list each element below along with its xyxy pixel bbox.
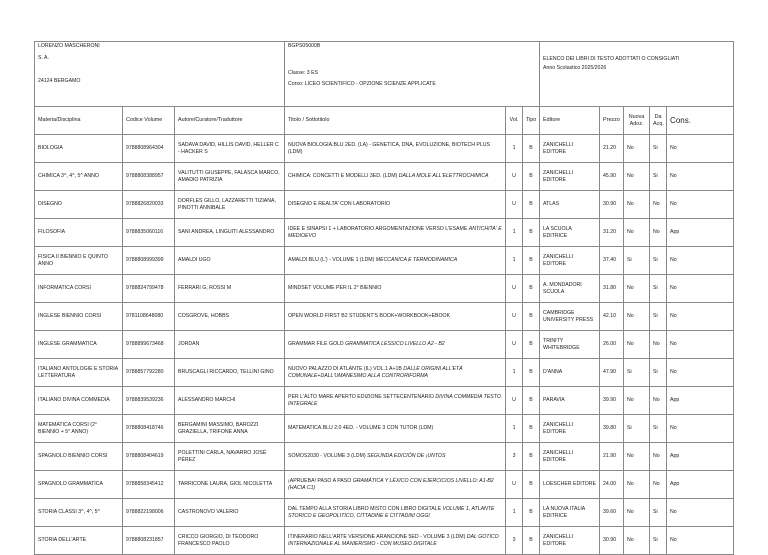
- list-info: [540, 42, 734, 107]
- class-label: Classe: 3 ES: [288, 70, 319, 76]
- vol-cell: U: [506, 163, 523, 191]
- vol-cell: 1: [506, 359, 523, 387]
- cons-cell: No: [667, 527, 734, 555]
- school-code: BGPS05000B: [285, 42, 540, 55]
- col-type: Tipo: [523, 107, 540, 135]
- vol-cell: 3: [506, 527, 523, 555]
- publisher-cell: LOESCHER EDITORE: [540, 471, 600, 499]
- title-cell: [285, 443, 506, 471]
- vol-cell: U: [506, 191, 523, 219]
- author-cell: TARRICONE LAURA, GIOL NICOLETTA: [175, 471, 285, 499]
- new-adoption-cell: No: [624, 191, 650, 219]
- type-cell: B: [523, 499, 540, 527]
- col-publisher: Editore: [540, 107, 600, 135]
- type-cell: B: [523, 219, 540, 247]
- price-cell: 39.90: [600, 387, 624, 415]
- col-new: Nuova Adoz.: [624, 107, 650, 135]
- col-code: Codice Volume: [123, 107, 175, 135]
- title-text: ¡APRUEBA! PASO A PASO: [288, 478, 352, 484]
- new-adoption-cell: No: [624, 331, 650, 359]
- subtitle-text: ANTICHITA' E MEDIOEVO: [288, 226, 502, 239]
- author-cell: CASTRONOVO VALERIO: [175, 499, 285, 527]
- author-cell: SADAVA DAVID, HILLIS DAVID, HELLER C - HACKER S: [175, 135, 285, 163]
- subtitle-text: DALLE ORIGINI ALL'ETÀ COMUNALE+DALL'UMANESIMO ALLA CONTRORIFORMA: [288, 366, 463, 379]
- author-cell: COSGROVE, HOBBS: [175, 303, 285, 331]
- cons-cell: App: [667, 219, 734, 247]
- price-cell: 21.20: [600, 135, 624, 163]
- publisher-cell: ZANICHELLI EDITORE: [540, 247, 600, 275]
- table-row: [35, 443, 734, 471]
- to-buy-cell: No: [650, 331, 667, 359]
- author-cell: CRICCO GIORGIO, DI TEODORO FRANCESCO PAOLO: [175, 527, 285, 555]
- code-cell: 9788835060116: [123, 219, 175, 247]
- price-cell: 42.10: [600, 303, 624, 331]
- table-row: [35, 359, 734, 387]
- author-cell: DORFLES GILLO, LAZZARETTI TIZIANA, PINOTTI ANNIBALE: [175, 191, 285, 219]
- to-buy-cell: Si: [650, 527, 667, 555]
- code-cell: 9788826820033: [123, 191, 175, 219]
- cons-cell: App: [667, 471, 734, 499]
- title-text: ITINERARIO NELL'ARTE VERSIONE ARANCIONE 5ED - VOLUME 3 (LDM): [288, 534, 466, 540]
- new-adoption-cell: No: [624, 527, 650, 555]
- price-cell: 31.20: [600, 219, 624, 247]
- code-cell: 9788808231857: [123, 527, 175, 555]
- title-cell: [285, 303, 506, 331]
- subtitle-text: DALLA MOLE ALL'ELETTROCHIMICA: [398, 173, 489, 180]
- publisher-cell: ZANICHELLI EDITORE: [540, 415, 600, 443]
- subtitle-text: GRAMMATICA LESSICO LIVELLO A2 - B2: [345, 341, 445, 348]
- title-text: DISEGNO E REALTA' CON LABORATORIO: [288, 201, 391, 208]
- to-buy-cell: Si: [650, 247, 667, 275]
- vol-cell: U: [506, 331, 523, 359]
- title-text: NUOVO PALAZZO DI ATLANTE (IL) VOL.1 A+1B: [288, 366, 402, 372]
- type-cell: B: [523, 471, 540, 499]
- title-text: SOMOS2030 - VOLUME 3 (LDM): [288, 453, 366, 460]
- subtitle-text: MECCANICA E TERMODINAMICA: [375, 257, 458, 264]
- code-cell: 9788824799478: [123, 275, 175, 303]
- subject-cell: DISEGNO: [35, 191, 123, 219]
- to-buy-cell: Si: [650, 163, 667, 191]
- col-author: Autore/Curatore/Traduttore: [175, 107, 285, 135]
- code-cell: 9788808404619: [123, 443, 175, 471]
- col-price: Prezzo: [600, 107, 624, 135]
- to-buy-cell: Si: [650, 303, 667, 331]
- author-cell: FERRARI G, ROSSI M: [175, 275, 285, 303]
- new-adoption-cell: No: [624, 219, 650, 247]
- type-cell: B: [523, 415, 540, 443]
- school-year: Anno Scolastico 2025/2026: [543, 64, 607, 71]
- title-cell: [285, 499, 506, 527]
- table-row: [35, 219, 734, 247]
- publisher-cell: CAMBRIDGE UNIVERSITY PRESS: [540, 303, 600, 331]
- title-text: DAL TEMPO ALLA STORIA LIBRO MISTO CON LIBRO DIGITALE: [288, 506, 442, 512]
- new-adoption-cell: Si: [624, 247, 650, 275]
- vol-cell: U: [506, 275, 523, 303]
- subject-cell: STORIA CLASSI 3^, 4^, 5^: [35, 499, 123, 527]
- publisher-cell: LA SCUOLA EDITRICE: [540, 219, 600, 247]
- cons-cell: No: [667, 359, 734, 387]
- title-cell: [285, 275, 506, 303]
- col-buy: Da Acq.: [650, 107, 667, 135]
- price-cell: 39.80: [600, 415, 624, 443]
- title-text: MATEMATICA.BLU 2.0 4ED. - VOLUME 3 CON TUTOR (LDM): [288, 425, 434, 432]
- class-course-cell: [285, 54, 540, 107]
- title-text: NUOVA BIOLOGIA.BLU 2ED. (LA) - GENETICA, DNA, EVOLUZIONE, BIOTECH PLUS (LDM): [288, 142, 490, 155]
- new-adoption-cell: No: [624, 275, 650, 303]
- title-text: PER L'ALTO MARE APERTO EDIZIONE SETTECENTENARIO: [288, 394, 434, 400]
- to-buy-cell: Si: [650, 275, 667, 303]
- price-cell: 31.80: [600, 275, 624, 303]
- table-row: [35, 247, 734, 275]
- price-cell: 37.40: [600, 247, 624, 275]
- publisher-cell: PARAVIA: [540, 387, 600, 415]
- type-cell: B: [523, 331, 540, 359]
- column-header-row: [35, 107, 734, 135]
- new-adoption-cell: No: [624, 303, 650, 331]
- cons-cell: No: [667, 247, 734, 275]
- table-row: [35, 387, 734, 415]
- code-cell: 9788808388957: [123, 163, 175, 191]
- author-cell: JORDAN: [175, 331, 285, 359]
- vol-cell: 3: [506, 443, 523, 471]
- type-cell: B: [523, 275, 540, 303]
- book-list-page: [34, 41, 733, 555]
- price-cell: 45.90: [600, 163, 624, 191]
- code-cell: 9781108648080: [123, 303, 175, 331]
- publisher-cell: LA NUOVA ITALIA EDITRICE: [540, 499, 600, 527]
- table-row: [35, 499, 734, 527]
- type-cell: B: [523, 443, 540, 471]
- vol-cell: 1: [506, 415, 523, 443]
- subject-cell: SPAGNOLO BIENNIO CORSI: [35, 443, 123, 471]
- subject-cell: STORIA DELL'ARTE: [35, 527, 123, 555]
- author-cell: BRUSCAGLI RICCARDO, TELLINI GINO: [175, 359, 285, 387]
- title-text: IDEE E SINAPSI 1 + LABORATORIO ARGOMENTAZIONE VERSO L'ESAME: [288, 226, 468, 232]
- vol-cell: U: [506, 387, 523, 415]
- col-subject: Materia/Disciplina: [35, 107, 123, 135]
- new-adoption-cell: No: [624, 499, 650, 527]
- cons-cell: No: [667, 415, 734, 443]
- code-cell: 9788839539236: [123, 387, 175, 415]
- subject-cell: ITALIANO ANTOLOGIE E STORIA LETTERATURA: [35, 359, 123, 387]
- list-title: ELENCO DEI LIBRI DI TESTO ADOTTATI O CONSIGLIATI: [543, 56, 680, 62]
- city: 24124 BERGAMO: [35, 68, 285, 107]
- subject-cell: MATEMATICA CORSI (2° BIENNIO + 5° ANNO): [35, 415, 123, 443]
- to-buy-cell: No: [650, 443, 667, 471]
- title-cell: [285, 219, 506, 247]
- book-rows: [35, 135, 734, 555]
- publisher-cell: ATLAS: [540, 191, 600, 219]
- cons-cell: No: [667, 191, 734, 219]
- title-cell: [285, 471, 506, 499]
- publisher-cell: A. MONDADORI SCUOLA: [540, 275, 600, 303]
- table-row: [35, 331, 734, 359]
- subtitle-text: VOLUME 1, ATLANTE STORICO E GEOPOLITICO, CITTADINE E CITTADINI OGGI: [288, 506, 495, 519]
- course-label: Corso: LICEO SCIENTIFICO - OPZIONE SCIENZE APPLICATE: [288, 80, 436, 87]
- title-cell: [285, 359, 506, 387]
- subject-cell: ITALIANO DIVINA COMMEDIA: [35, 387, 123, 415]
- table-row: [35, 471, 734, 499]
- price-cell: 24.00: [600, 471, 624, 499]
- to-buy-cell: Si: [650, 135, 667, 163]
- author-cell: SANI ANDREA, LINGUITI ALESSANDRO: [175, 219, 285, 247]
- new-adoption-cell: No: [624, 471, 650, 499]
- cons-cell: App: [667, 443, 734, 471]
- type-cell: B: [523, 163, 540, 191]
- title-text: CHIMICA: CONCETTI E MODELLI 3ED. (LDM): [288, 173, 398, 180]
- to-buy-cell: No: [650, 219, 667, 247]
- header-row-1: [35, 42, 734, 55]
- subtitle-text: SEGUNDA EDICIÓN DE ¡UNTOS: [367, 453, 446, 460]
- publisher-cell: ZANICHELLI EDITORE: [540, 443, 600, 471]
- table-row: [35, 527, 734, 555]
- teacher-name: LORENZO MASCHERONI: [35, 42, 285, 55]
- new-adoption-cell: No: [624, 163, 650, 191]
- vol-cell: 1: [506, 219, 523, 247]
- title-cell: [285, 387, 506, 415]
- to-buy-cell: Si: [650, 359, 667, 387]
- table-row: [35, 275, 734, 303]
- title-cell: [285, 527, 506, 555]
- vol-cell: 1: [506, 499, 523, 527]
- cons-cell: No: [667, 303, 734, 331]
- title-cell: [285, 415, 506, 443]
- subject-cell: FILOSOFIA: [35, 219, 123, 247]
- new-adoption-cell: Si: [624, 359, 650, 387]
- code-cell: 9788857792280: [123, 359, 175, 387]
- to-buy-cell: No: [650, 387, 667, 415]
- table-row: [35, 191, 734, 219]
- type-cell: B: [523, 135, 540, 163]
- table-row: [35, 135, 734, 163]
- vol-cell: U: [506, 471, 523, 499]
- author-cell: POLETTINI CARLA, NAVARRO JOSÉ PÉREZ: [175, 443, 285, 471]
- title-cell: [285, 135, 506, 163]
- title-cell: [285, 163, 506, 191]
- new-adoption-cell: No: [624, 387, 650, 415]
- title-text: AMALDI.BLU (L') - VOLUME 1 (LDM): [288, 257, 375, 264]
- new-adoption-cell: Si: [624, 415, 650, 443]
- subject-cell: CHIMICA 3^, 4^, 5^ ANNO: [35, 163, 123, 191]
- to-buy-cell: No: [650, 471, 667, 499]
- vol-cell: U: [506, 303, 523, 331]
- code-cell: 9788808999399: [123, 247, 175, 275]
- publisher-cell: TRINITY WHITEBRIDGE: [540, 331, 600, 359]
- cons-cell: No: [667, 163, 734, 191]
- company: S. A.: [35, 54, 285, 68]
- subtitle-text: GRAMÁTICA Y LÉXICO CON EJERCICIOS LIVELLO: A1-B2 (HACIA C1): [288, 478, 494, 491]
- subtitle-text: DIVINA COMMEDIA TESTO INTEGRALE: [288, 394, 501, 407]
- table-row: [35, 415, 734, 443]
- subject-cell: INGLESE BIENNIO CORSI: [35, 303, 123, 331]
- title-text: MINDSET VOLUME PER IL 2° BIENNIO: [288, 285, 382, 292]
- title-cell: [285, 247, 506, 275]
- vol-cell: 1: [506, 247, 523, 275]
- new-adoption-cell: No: [624, 443, 650, 471]
- cons-cell: No: [667, 135, 734, 163]
- price-cell: 26.00: [600, 331, 624, 359]
- table-row: [35, 163, 734, 191]
- author-cell: AMALDI UGO: [175, 247, 285, 275]
- type-cell: B: [523, 527, 540, 555]
- title-text: GRAMMAR FILE GOLD: [288, 341, 344, 348]
- price-cell: 21.90: [600, 443, 624, 471]
- title-cell: [285, 331, 506, 359]
- col-cons: Cons.: [667, 107, 734, 135]
- subtitle-text: DAL GOTICO INTERNAZIONALE AL MANIERISMO - CON MUSEO DIGITALE: [288, 534, 499, 547]
- code-cell: 9788858345412: [123, 471, 175, 499]
- subject-cell: FISICA II BIENNIO E QUINTO ANNO: [35, 247, 123, 275]
- publisher-cell: ZANICHELLI EDITORE: [540, 527, 600, 555]
- subject-cell: INGLESE GRAMMATICA: [35, 331, 123, 359]
- cons-cell: No: [667, 499, 734, 527]
- price-cell: 30.90: [600, 191, 624, 219]
- subject-cell: INFORMATICA CORSI: [35, 275, 123, 303]
- author-cell: BERGAMINI MASSIMO, BAROZZI GRAZIELLA, TRIFONE ANNA: [175, 415, 285, 443]
- title-cell: [285, 191, 506, 219]
- cons-cell: App: [667, 387, 734, 415]
- publisher-cell: D'ANNA: [540, 359, 600, 387]
- price-cell: 39.60: [600, 499, 624, 527]
- to-buy-cell: No: [650, 191, 667, 219]
- publisher-cell: ZANICHELLI EDITORE: [540, 135, 600, 163]
- to-buy-cell: Si: [650, 415, 667, 443]
- type-cell: B: [523, 359, 540, 387]
- cons-cell: No: [667, 331, 734, 359]
- type-cell: B: [523, 247, 540, 275]
- col-title: Titolo / Sottotitolo: [285, 107, 506, 135]
- subject-cell: SPAGNOLO GRAMMATICA: [35, 471, 123, 499]
- col-vol: Vol.: [506, 107, 523, 135]
- code-cell: 9788808418746: [123, 415, 175, 443]
- code-cell: 9788899673468: [123, 331, 175, 359]
- code-cell: 9788822198006: [123, 499, 175, 527]
- type-cell: B: [523, 191, 540, 219]
- author-cell: VALITUTTI GIUSEPPE, FALASCA MARCO, AMADIO PATRIZIA: [175, 163, 285, 191]
- code-cell: 9788808964304: [123, 135, 175, 163]
- author-cell: ALESSANDRO MARCHI: [175, 387, 285, 415]
- price-cell: 47.90: [600, 359, 624, 387]
- cons-cell: No: [667, 275, 734, 303]
- book-list-table: [34, 41, 734, 555]
- price-cell: 30.90: [600, 527, 624, 555]
- new-adoption-cell: No: [624, 135, 650, 163]
- table-row: [35, 303, 734, 331]
- type-cell: B: [523, 387, 540, 415]
- publisher-cell: ZANICHELLI EDITORE: [540, 163, 600, 191]
- title-text: OPEN WORLD FIRST B2 STUDENT'S BOOK+WORKBOOK+EBOOK: [288, 313, 451, 320]
- to-buy-cell: Si: [650, 499, 667, 527]
- type-cell: B: [523, 303, 540, 331]
- vol-cell: 1: [506, 135, 523, 163]
- subject-cell: BIOLOGIA: [35, 135, 123, 163]
